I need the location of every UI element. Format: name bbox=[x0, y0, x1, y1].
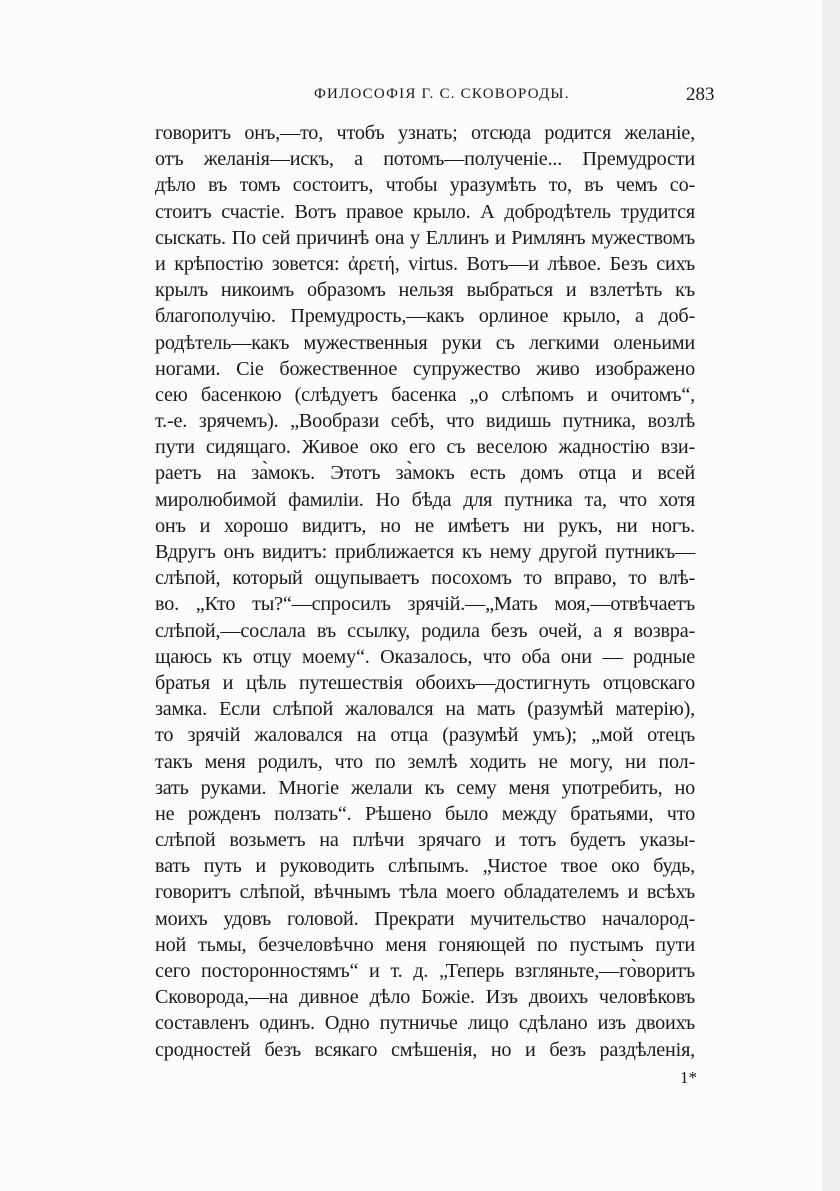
text-line: сего посторонностямъ“ и т. д. „Теперь взгляньте,—го̀воритъ bbox=[155, 960, 695, 982]
running-head: ФИЛОСОФІЯ Г. С. СКОВОРОДЫ. bbox=[314, 86, 570, 102]
text-line: такъ меня родилъ, что по землѣ ходить не могу, ни пол- bbox=[155, 750, 695, 773]
text-line: составленъ одинъ. Одно путничье лицо сдѣлано изъ двоихъ bbox=[155, 1012, 695, 1035]
text-line: и крѣпостію зовется: ἀρετή, virtus. Вотъ—и лѣвое. Безъ сихъ bbox=[155, 252, 695, 275]
text-line: Вдругъ онъ видитъ: приближается къ нему другой путникъ— bbox=[155, 541, 695, 563]
text-line: ной тьмы, безчеловѣчно меня гоняющей по пустымъ пути bbox=[155, 933, 695, 956]
text-line: ногами. Сіе божественное супружество живо изображено bbox=[155, 357, 695, 380]
text-line: отъ желанія—искъ, а потомъ—полученіе... Премудрости bbox=[155, 148, 695, 171]
text-line: слѣпой, который ощупываетъ посохомъ то вправо, то влѣ- bbox=[155, 567, 695, 590]
text-line: говоритъ слѣпой, вѣчнымъ тѣла моего обладателемъ и всѣхъ bbox=[155, 881, 695, 904]
text-line: онъ и хорошо видитъ, но не имѣетъ ни рукъ, ни ногъ. bbox=[155, 514, 695, 537]
body-text bbox=[155, 120, 695, 1063]
text-line: братья и цѣль путешествія обоихъ—достигнуть отцовскаго bbox=[155, 671, 695, 694]
text-line: крылъ никоимъ образомъ нельзя выбраться и взлетѣть къ bbox=[155, 279, 695, 302]
text-line: то зрячій жаловался на отца (разумѣй умъ); „мой отецъ bbox=[155, 724, 695, 747]
text-line: Сковорода,—на дивное дѣло Божіе. Изъ двоихъ человѣковъ bbox=[155, 986, 695, 1009]
text-line: моихъ удовъ головой. Прекрати мучительство началород- bbox=[155, 907, 695, 930]
text-line: не рожденъ ползать“. Рѣшено было между братьями, что bbox=[155, 802, 695, 825]
text-line: слѣпой возьметъ на плѣчи зрячаго и тотъ будетъ указы- bbox=[155, 829, 695, 852]
text-line: стоитъ счастіе. Вотъ правое крыло. А добродѣтель трудится bbox=[155, 200, 695, 223]
text-line: сыскать. По сей причинѣ она у Еллинъ и Римлянъ мужествомъ bbox=[155, 226, 695, 249]
text-line: слѣпой,—сослала въ ссылку, родила безъ очей, а я возвра- bbox=[155, 619, 695, 642]
text-line: раетъ на за̀мокъ. Этотъ за̀мокъ есть домъ отца и всей bbox=[155, 462, 695, 485]
page-number: 283 bbox=[686, 84, 715, 105]
text-line: дѣло въ томъ состоитъ, чтобы уразумѣть то, въ чемъ со- bbox=[155, 174, 695, 197]
signature-mark: 1* bbox=[680, 1068, 697, 1087]
text-line: во. „Кто ты?“—спросилъ зрячій.—„Мать моя,—отвѣчаетъ bbox=[155, 593, 695, 616]
text-line: благополучію. Премудрость,—какъ орлиное крыло, а доб- bbox=[155, 305, 695, 328]
text-line: т.-е. зрячемъ). „Вообрази себѣ, что видишь путника, возлѣ bbox=[155, 410, 695, 433]
text-line: говоритъ онъ,—то, чтобъ узнать; отсюда родится желаніе, bbox=[155, 122, 695, 144]
text-line: замка. Если слѣпой жаловался на мать (разумѣй матерію), bbox=[155, 698, 695, 721]
text-line: вать путь и руководить слѣпымъ. „Чистое твое око будь, bbox=[155, 855, 695, 878]
text-line: сею басенкою (слѣдуетъ басенка „о слѣпомъ и очитомъ“, bbox=[155, 383, 695, 406]
text-line: пути сидящаго. Живое око его съ веселою жадностію взи- bbox=[155, 436, 695, 459]
text-line: щаюсь къ отцу моему“. Оказалось, что оба они — родные bbox=[155, 645, 695, 668]
text-line: сродностей безъ всякаго смѣшенія, но и безъ раздѣленія, bbox=[155, 1038, 695, 1061]
text-line: родѣтель—какъ мужественныя руки съ легкими оленьими bbox=[155, 331, 695, 354]
text-line: зать руками. Многіе желали къ сему меня употребить, но bbox=[155, 776, 695, 799]
text-line: миролюбимой фамиліи. Но бѣда для путника та, что хотя bbox=[155, 488, 695, 511]
